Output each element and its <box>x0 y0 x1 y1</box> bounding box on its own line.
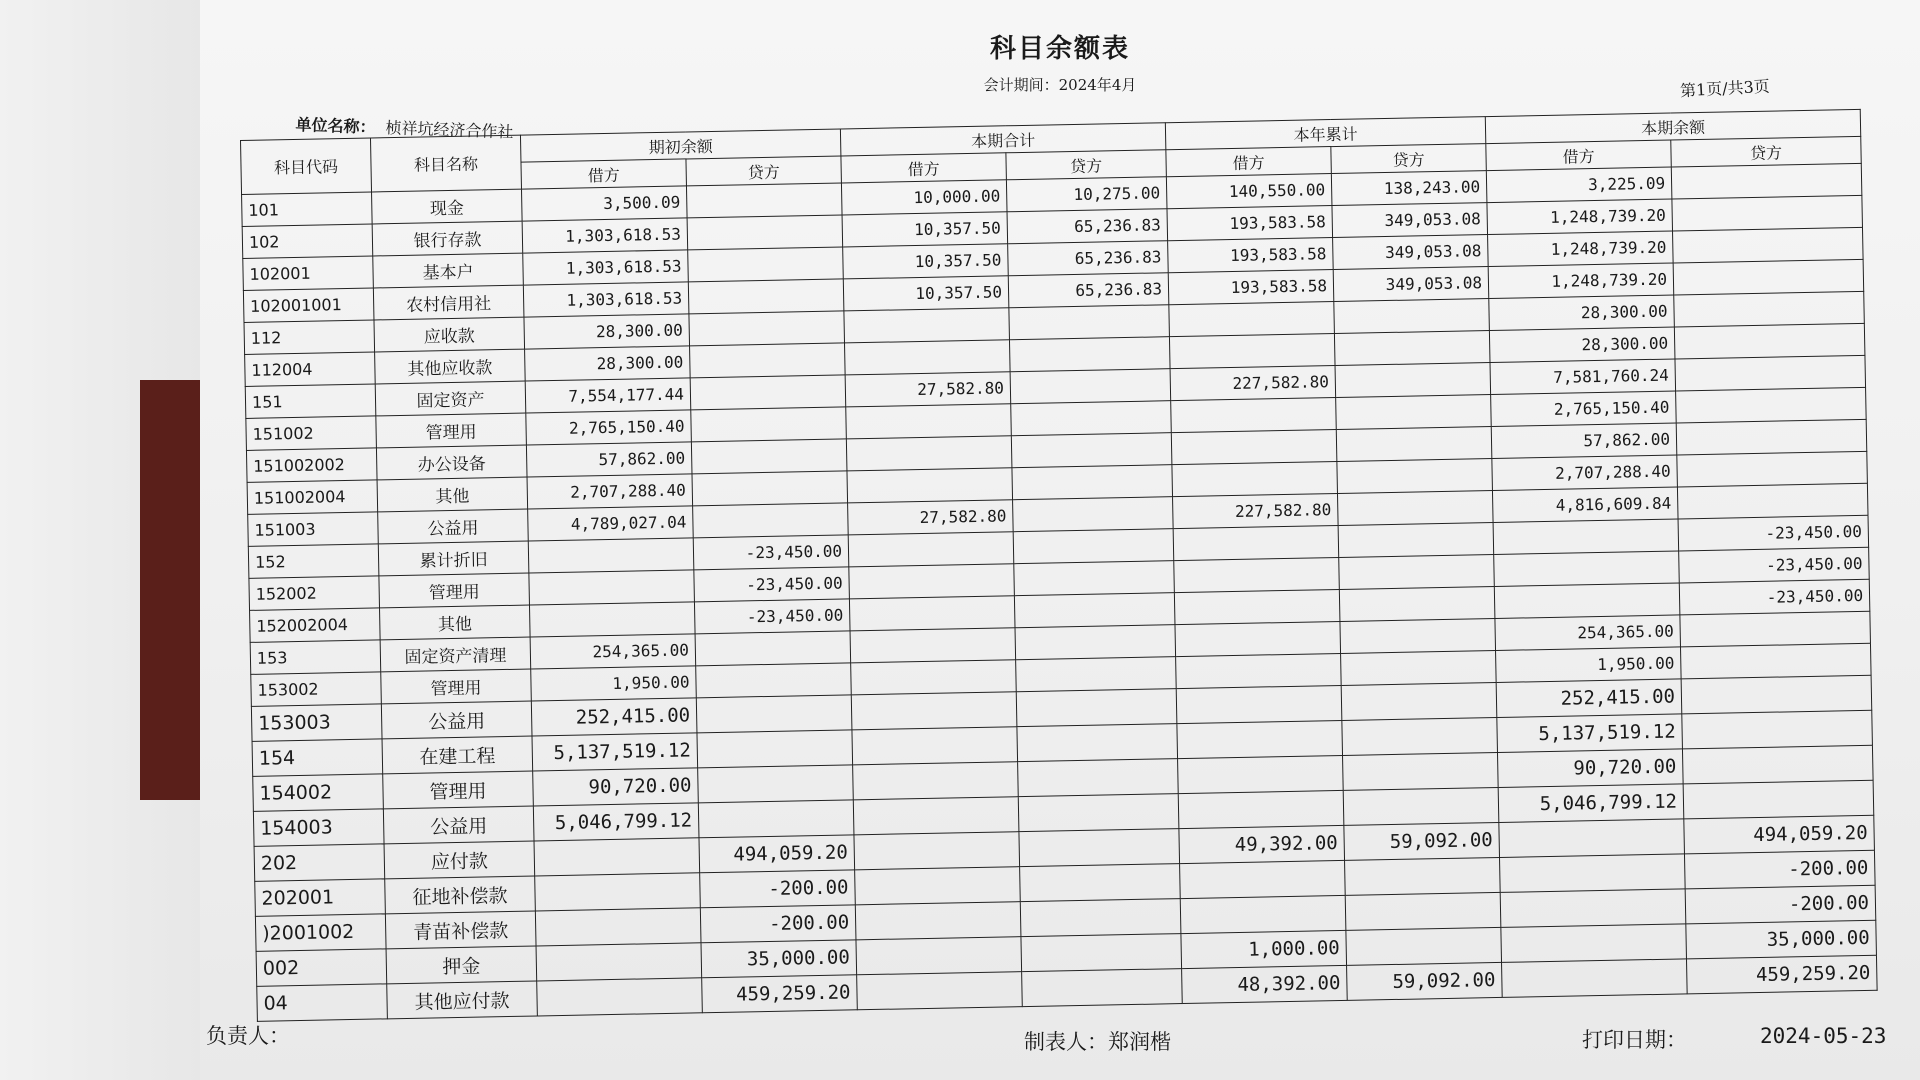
opening-debit-cell: 57,862.00 <box>526 442 692 477</box>
closing-debit-cell <box>1501 924 1687 963</box>
ytd-credit-cell <box>1343 787 1499 825</box>
closing-debit-cell <box>1494 551 1680 587</box>
ytd-credit-cell <box>1339 555 1495 590</box>
current-debit-cell <box>846 436 1012 471</box>
accounting-period: 会计期间：2024年4月 <box>983 76 1137 94</box>
closing-debit-cell: 2,765,150.40 <box>1491 391 1677 427</box>
ytd-debit-cell <box>1174 557 1340 592</box>
ytd-debit-cell <box>1176 653 1342 688</box>
closing-debit-cell <box>1499 819 1685 858</box>
closing-debit-cell: 1,248,739.20 <box>1488 231 1674 267</box>
account-code-cell: 102 <box>242 224 373 258</box>
ytd-credit-cell <box>1334 299 1490 334</box>
closing-debit-cell: 2,707,288.40 <box>1492 455 1678 491</box>
current-credit-cell <box>1020 899 1181 937</box>
account-code-cell: 154 <box>252 739 383 776</box>
header-credit: 贷方 <box>1671 136 1861 167</box>
closing-debit-cell: 252,415.00 <box>1496 679 1682 718</box>
account-name-cell: 其他应付款 <box>387 981 538 1019</box>
opening-debit-cell: 28,300.00 <box>525 346 691 381</box>
opening-credit-cell <box>696 695 852 733</box>
ytd-credit-cell <box>1337 459 1493 494</box>
current-credit-cell <box>1020 864 1181 902</box>
current-credit-cell <box>1013 497 1174 532</box>
current-debit-cell <box>855 902 1021 940</box>
current-credit-cell <box>1021 934 1182 972</box>
closing-debit-cell: 7,581,760.24 <box>1490 359 1676 395</box>
current-debit-cell <box>851 692 1017 730</box>
account-code-cell: 153 <box>250 640 381 674</box>
account-code-cell: 153002 <box>251 672 382 706</box>
opening-debit-cell: 1,303,618.53 <box>522 218 688 253</box>
account-code-cell: 151002 <box>246 416 377 450</box>
ytd-credit-cell <box>1338 523 1494 558</box>
current-credit-cell <box>1012 465 1173 500</box>
header-ytd-total: 本年累计 <box>1165 117 1485 150</box>
closing-credit-cell <box>1671 163 1862 199</box>
opening-debit-cell <box>536 943 702 981</box>
header-credit: 贷方 <box>686 156 842 186</box>
current-debit-cell: 27,582.80 <box>848 500 1014 535</box>
current-debit-cell <box>847 468 1013 503</box>
opening-debit-cell: 4,789,027.04 <box>528 506 694 541</box>
ytd-credit-cell <box>1341 682 1497 720</box>
ytd-debit-cell <box>1171 398 1337 433</box>
ytd-credit-cell <box>1335 363 1491 398</box>
closing-credit-cell <box>1677 451 1868 487</box>
current-credit-cell <box>1009 305 1170 340</box>
closing-credit-cell <box>1674 323 1865 359</box>
ytd-credit-cell: 349,053.08 <box>1333 267 1489 302</box>
ytd-credit-cell <box>1340 618 1496 653</box>
ytd-credit-cell <box>1345 892 1501 930</box>
unit-name: 桢祥坑经济合作社 <box>385 118 514 142</box>
header-current-total: 本期合计 <box>840 123 1165 156</box>
current-debit-cell <box>849 564 1015 599</box>
opening-debit-cell: 1,303,618.53 <box>523 282 689 317</box>
current-debit-cell <box>857 972 1023 1010</box>
closing-credit-cell: 494,059.20 <box>1684 815 1875 854</box>
account-code-cell: 101 <box>242 192 373 226</box>
current-credit-cell <box>1009 337 1170 372</box>
account-name-cell: 公益用 <box>381 701 532 739</box>
closing-credit-cell: -23,450.00 <box>1678 515 1869 551</box>
opening-credit-cell: -23,450.00 <box>693 535 849 570</box>
account-code-cell: 153003 <box>251 704 382 741</box>
ytd-debit-cell <box>1174 589 1340 624</box>
closing-credit-cell <box>1681 643 1872 679</box>
current-credit-cell <box>1018 794 1179 832</box>
ytd-debit-cell: 193,583.58 <box>1168 270 1334 305</box>
account-code-cell: 154003 <box>253 809 384 846</box>
report-title: 科目余额表 <box>989 34 1130 64</box>
closing-credit-cell: 35,000.00 <box>1686 920 1877 959</box>
page-indicator: 第1页/共3页 <box>1679 76 1771 101</box>
closing-debit-cell <box>1500 889 1686 928</box>
opening-debit-cell <box>535 908 701 946</box>
opening-credit-cell: -200.00 <box>700 870 856 908</box>
opening-credit-cell: -23,450.00 <box>694 567 850 602</box>
account-name-cell: 管理用 <box>379 573 530 608</box>
ytd-debit-cell: 140,550.00 <box>1166 174 1332 209</box>
ytd-debit-cell <box>1180 860 1346 898</box>
ytd-debit-cell: 227,582.80 <box>1170 366 1336 401</box>
ytd-credit-cell: 138,243.00 <box>1331 171 1487 206</box>
ytd-debit-cell <box>1169 302 1335 337</box>
account-name-cell: 现金 <box>372 189 523 224</box>
account-name-cell: 累计折旧 <box>378 541 529 576</box>
current-credit-cell: 65,236.83 <box>1007 209 1168 244</box>
closing-debit-cell: 3,225.09 <box>1486 167 1672 203</box>
current-debit-cell <box>845 340 1011 375</box>
current-credit-cell: 65,236.83 <box>1008 273 1169 308</box>
account-code-cell: 151002004 <box>247 480 378 514</box>
ytd-debit-cell: 227,582.80 <box>1173 493 1339 528</box>
closing-debit-cell: 90,720.00 <box>1498 749 1684 788</box>
closing-credit-cell <box>1683 780 1874 819</box>
account-code-cell: 152002 <box>249 576 380 610</box>
closing-credit-cell <box>1677 483 1868 519</box>
opening-debit-cell: 7,554,177.44 <box>525 378 691 413</box>
ytd-debit-cell <box>1169 334 1335 369</box>
ytd-credit-cell <box>1341 650 1497 685</box>
account-code-cell: )2001002 <box>255 914 386 951</box>
account-name-cell: 银行存款 <box>372 221 523 256</box>
ytd-credit-cell: 59,092.00 <box>1344 822 1500 860</box>
ytd-debit-cell: 193,583.58 <box>1168 238 1334 273</box>
opening-credit-cell <box>688 247 844 282</box>
ytd-credit-cell: 349,053.08 <box>1332 203 1488 238</box>
current-debit-cell <box>848 532 1014 567</box>
closing-credit-cell <box>1676 419 1867 455</box>
ytd-debit-cell <box>1173 525 1339 560</box>
closing-credit-cell: 459,259.20 <box>1687 955 1878 994</box>
account-name-cell: 固定资产清理 <box>380 637 531 672</box>
current-credit-cell <box>1022 969 1183 1007</box>
account-name-cell: 办公设备 <box>376 445 527 480</box>
current-credit-cell <box>1011 433 1172 468</box>
account-name-cell: 基本户 <box>373 253 524 288</box>
current-debit-cell <box>855 867 1021 905</box>
header-account-name: 科目名称 <box>370 135 521 192</box>
current-credit-cell <box>1013 529 1174 564</box>
account-name-cell: 青苗补偿款 <box>385 911 536 949</box>
closing-credit-cell <box>1673 259 1864 295</box>
current-debit-cell <box>844 308 1010 343</box>
account-balance-table <box>240 109 1878 1022</box>
opening-credit-cell <box>686 183 842 218</box>
opening-credit-cell: -200.00 <box>700 905 856 943</box>
account-name-cell: 其他 <box>377 477 528 512</box>
opening-credit-cell <box>692 471 848 506</box>
ytd-credit-cell <box>1334 331 1490 366</box>
account-name-cell: 征地补偿款 <box>385 876 536 914</box>
opening-credit-cell <box>687 215 843 250</box>
current-debit-cell <box>856 937 1022 975</box>
closing-credit-cell <box>1676 387 1867 423</box>
current-credit-cell <box>1017 724 1178 762</box>
closing-credit-cell <box>1682 710 1873 749</box>
balance-table-wrap <box>240 109 1877 1022</box>
closing-debit-cell: 1,248,739.20 <box>1488 263 1674 299</box>
account-code-cell: 151 <box>245 384 376 418</box>
header-account-code: 科目代码 <box>241 138 372 194</box>
closing-debit-cell <box>1494 583 1680 619</box>
closing-debit-cell: 28,300.00 <box>1489 295 1675 331</box>
opening-credit-cell: 494,059.20 <box>699 835 855 873</box>
account-code-cell: 04 <box>257 984 388 1021</box>
opening-credit-cell <box>691 407 847 442</box>
ytd-credit-cell <box>1339 587 1495 622</box>
ytd-credit-cell: 59,092.00 <box>1347 962 1503 1000</box>
opening-credit-cell <box>696 663 852 698</box>
opening-credit-cell: 35,000.00 <box>701 940 857 978</box>
ytd-credit-cell <box>1342 717 1498 755</box>
prepared-by: 制表人：郑润楷 <box>1024 1030 1171 1054</box>
ytd-credit-cell <box>1336 427 1492 462</box>
table-body <box>242 163 1878 1021</box>
ytd-credit-cell <box>1345 857 1501 895</box>
current-debit-cell <box>853 762 1019 800</box>
account-code-cell: 151003 <box>248 512 379 546</box>
ytd-credit-cell <box>1338 491 1494 526</box>
account-code-cell: 112 <box>244 320 375 354</box>
current-debit-cell <box>854 832 1020 870</box>
closing-debit-cell: 254,365.00 <box>1495 615 1681 651</box>
current-debit-cell <box>853 797 1019 835</box>
opening-debit-cell: 5,046,799.12 <box>533 803 699 841</box>
current-credit-cell <box>1011 401 1172 436</box>
header-debit: 借方 <box>1486 140 1671 171</box>
closing-credit-cell: -200.00 <box>1685 850 1876 889</box>
opening-credit-cell <box>698 800 854 838</box>
report-footer <box>200 1020 1920 1060</box>
unit-label: 单位名称： <box>295 114 376 137</box>
account-name-cell: 应付款 <box>384 841 535 879</box>
ytd-credit-cell <box>1346 927 1502 965</box>
closing-credit-cell <box>1672 195 1863 231</box>
current-debit-cell: 10,357.50 <box>843 244 1009 279</box>
closing-debit-cell: 57,862.00 <box>1491 423 1677 459</box>
opening-debit-cell <box>534 838 700 876</box>
account-name-cell: 管理用 <box>376 413 527 448</box>
opening-debit-cell <box>529 602 695 637</box>
closing-debit-cell <box>1502 959 1688 998</box>
opening-debit-cell: 252,415.00 <box>531 698 697 736</box>
opening-debit-cell: 254,365.00 <box>530 634 696 669</box>
account-name-cell: 管理用 <box>383 771 534 809</box>
account-name-cell: 管理用 <box>381 669 532 704</box>
closing-credit-cell <box>1673 227 1864 263</box>
closing-credit-cell <box>1675 355 1866 391</box>
opening-debit-cell: 28,300.00 <box>524 314 690 349</box>
opening-credit-cell <box>691 439 847 474</box>
ytd-debit-cell: 193,583.58 <box>1167 206 1333 241</box>
opening-debit-cell <box>529 570 695 605</box>
account-name-cell: 应收款 <box>374 317 525 352</box>
header-credit: 贷方 <box>1006 150 1167 180</box>
opening-credit-cell <box>690 375 846 410</box>
opening-debit-cell: 5,137,519.12 <box>532 733 698 771</box>
opening-credit-cell <box>693 503 849 538</box>
opening-debit-cell: 2,765,150.40 <box>526 410 692 445</box>
closing-debit-cell: 5,137,519.12 <box>1497 714 1683 753</box>
closing-credit-cell: -23,450.00 <box>1679 547 1870 583</box>
ytd-credit-cell: 349,053.08 <box>1333 235 1489 270</box>
ytd-debit-cell <box>1172 462 1338 497</box>
closing-debit-cell: 1,950.00 <box>1496 647 1682 683</box>
closing-debit-cell: 5,046,799.12 <box>1498 784 1684 823</box>
opening-credit-cell <box>698 765 854 803</box>
account-name-cell: 公益用 <box>378 509 529 544</box>
account-code-cell: 202 <box>254 844 385 881</box>
closing-credit-cell <box>1680 611 1871 647</box>
current-credit-cell <box>1015 625 1176 660</box>
header-debit: 借方 <box>521 159 686 189</box>
opening-debit-cell <box>535 873 701 911</box>
current-debit-cell <box>846 404 1012 439</box>
current-debit-cell: 27,582.80 <box>845 372 1011 407</box>
closing-debit-cell: 4,816,609.84 <box>1493 487 1679 523</box>
current-debit-cell: 10,357.50 <box>842 212 1008 247</box>
current-debit-cell: 10,000.00 <box>841 180 1007 215</box>
account-name-cell: 其他 <box>380 605 531 640</box>
closing-credit-cell <box>1683 745 1874 784</box>
opening-credit-cell: 459,259.20 <box>702 975 858 1013</box>
current-credit-cell <box>1014 561 1175 596</box>
closing-debit-cell: 1,248,739.20 <box>1487 199 1673 235</box>
opening-credit-cell: -23,450.00 <box>694 599 850 634</box>
opening-credit-cell <box>697 730 853 768</box>
opening-debit-cell: 1,303,618.53 <box>523 250 689 285</box>
closing-debit-cell <box>1500 854 1686 893</box>
header-credit: 贷方 <box>1331 144 1487 174</box>
ytd-debit-cell <box>1175 621 1341 656</box>
closing-debit-cell: 28,300.00 <box>1489 327 1675 363</box>
current-credit-cell: 10,275.00 <box>1006 177 1167 212</box>
account-name-cell: 农村信用社 <box>373 285 524 320</box>
account-code-cell: 152 <box>248 544 379 578</box>
closing-debit-cell <box>1493 519 1679 555</box>
ytd-debit-cell <box>1178 755 1344 793</box>
current-credit-cell <box>1016 657 1177 692</box>
account-code-cell: 102001001 <box>243 288 374 322</box>
current-credit-cell <box>1019 829 1180 867</box>
ytd-credit-cell <box>1336 395 1492 430</box>
ytd-debit-cell <box>1176 685 1342 723</box>
opening-debit-cell <box>528 538 694 573</box>
print-date-label: 打印日期： <box>1582 1028 1687 1052</box>
opening-debit-cell: 1,950.00 <box>531 666 697 701</box>
ytd-debit-cell <box>1178 790 1344 828</box>
opening-credit-cell <box>695 631 851 666</box>
ytd-debit-cell: 48,392.00 <box>1182 965 1348 1003</box>
current-credit-cell <box>1018 759 1179 797</box>
account-name-cell: 其他应收款 <box>375 349 526 384</box>
account-code-cell: 151002002 <box>246 448 377 482</box>
opening-debit-cell: 2,707,288.40 <box>527 474 693 509</box>
account-code-cell: 102001 <box>243 256 374 290</box>
report-sheet <box>200 0 1920 1080</box>
ytd-debit-cell: 49,392.00 <box>1179 825 1345 863</box>
ytd-debit-cell <box>1171 430 1337 465</box>
opening-credit-cell <box>689 311 845 346</box>
account-code-cell: 152002004 <box>250 608 381 642</box>
print-date-value: 2024-05-23 <box>1760 1024 1887 1048</box>
account-name-cell: 在建工程 <box>382 736 533 774</box>
ytd-debit-cell <box>1180 895 1346 933</box>
header-opening-balance: 期初余额 <box>520 129 840 162</box>
closing-credit-cell: -23,450.00 <box>1679 579 1870 615</box>
current-debit-cell <box>850 628 1016 663</box>
ytd-credit-cell <box>1343 752 1499 790</box>
opening-debit-cell <box>537 978 703 1016</box>
header-debit: 借方 <box>1166 147 1331 177</box>
account-code-cell: 202001 <box>255 879 386 916</box>
account-code-cell: 002 <box>256 949 387 986</box>
opening-credit-cell <box>688 279 844 314</box>
current-credit-cell: 65,236.83 <box>1008 241 1169 276</box>
closing-credit-cell: -200.00 <box>1685 885 1876 924</box>
current-credit-cell <box>1016 689 1177 727</box>
header-debit: 借方 <box>841 153 1006 183</box>
current-credit-cell <box>1014 593 1175 628</box>
opening-credit-cell <box>690 343 846 378</box>
opening-debit-cell: 3,500.09 <box>521 186 687 221</box>
current-debit-cell <box>851 660 1017 695</box>
current-debit-cell: 10,357.50 <box>843 276 1009 311</box>
current-debit-cell <box>849 596 1015 631</box>
ytd-debit-cell <box>1177 720 1343 758</box>
responsible-label: 负责人： <box>206 1024 290 1048</box>
account-code-cell: 154002 <box>253 774 384 811</box>
account-code-cell: 112004 <box>245 352 376 386</box>
opening-debit-cell: 90,720.00 <box>533 768 699 806</box>
current-credit-cell <box>1010 369 1171 404</box>
header-closing-balance: 本期余额 <box>1485 109 1860 143</box>
account-name-cell: 押金 <box>386 946 537 984</box>
account-name-cell: 公益用 <box>383 806 534 844</box>
account-name-cell: 固定资产 <box>375 381 526 416</box>
ytd-debit-cell: 1,000.00 <box>1181 930 1347 968</box>
current-debit-cell <box>852 727 1018 765</box>
closing-credit-cell <box>1681 675 1872 714</box>
closing-credit-cell <box>1674 291 1865 327</box>
